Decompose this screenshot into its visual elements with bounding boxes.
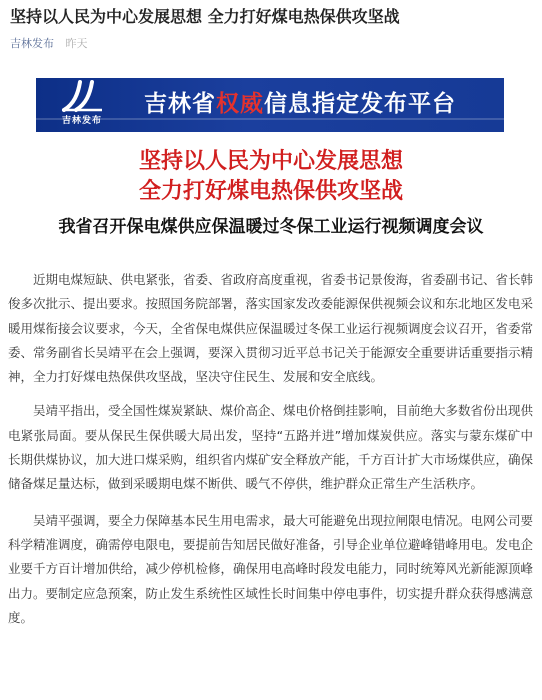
paragraph: 近期电煤短缺、供电紧张，省委、省政府高度重视，省委书记景俊海，省委副书记、省长韩俊多次批示、提出要求。按照国务院部署，落实国家发改委能源保供视频会议和东北地区发电采暖用煤衔接会议要求，今天，全省保电煤供应保温暖过冬保工业运行视频调度会议召开，省委常委、常务副省长吴靖平在会上强调，要深入贯彻习近平总书记关于能源安全重要讲话重要指示精神，全力打好煤电热保供攻坚战，坚决守住民生、发展和安全底线。	[8, 272, 534, 385]
publish-time: 昨天	[65, 37, 88, 50]
headline-line-2: 全力打好煤电热保供攻坚战	[138, 178, 403, 204]
header-banner	[36, 78, 504, 132]
paragraph: 吴靖平指出，受全国性煤炭紧缺、煤价高企、煤电价格倒挂影响，目前绝大多数省份出现供电紧张局面。要从保民生保供暖大局出发，坚持“五路并进”增加煤炭供应。落实与蒙东煤矿中长期供煤协议，加大进口煤采购，组织省内煤矿安全释放产能，千方百计扩大市场煤供应，确保储备煤足量达标，做到采暖期电煤不断供、暖气不停供，维护群众正常生产生活秩序。	[8, 403, 534, 492]
slogan-prefix: 吉林省	[144, 91, 216, 117]
article-title: 坚持以人民为中心发展思想 全力打好煤电热保供攻坚战	[10, 7, 400, 26]
account-name-link[interactable]: 吉林发布	[10, 37, 54, 50]
jilin-fabu-logo	[46, 80, 118, 130]
platform-slogan	[144, 87, 456, 121]
logo-text: 吉林发布	[61, 116, 102, 126]
article-body	[8, 268, 533, 640]
jl-logo-icon	[60, 80, 104, 114]
paragraph: 吴靖平强调，要全力保障基本民生用电需求，最大可能避免出现拉闸限电情况。电网公司要科学精准调度，确需停电限电，要提前告知居民做好准备，引导企业单位避峰错峰用电。发电企业要千方百计增加供给，减少停机检修，确保用电高峰时段发电能力，同时统筹风光新能源顶峰出力。要制定应急预案，防止发生系统性区域性长时间集中停电事件，切实提升群众获得感满意度。	[8, 512, 534, 625]
slogan-suffix: 信息指定发布平台	[264, 91, 456, 117]
slogan-accent: 权威	[216, 91, 264, 117]
headline-line-1: 坚持以人民为中心发展思想	[138, 148, 403, 174]
article-meta	[10, 36, 88, 52]
subheadline: 我省召开保电煤供应保温暖过冬保工业运行视频调度会议	[58, 217, 484, 237]
